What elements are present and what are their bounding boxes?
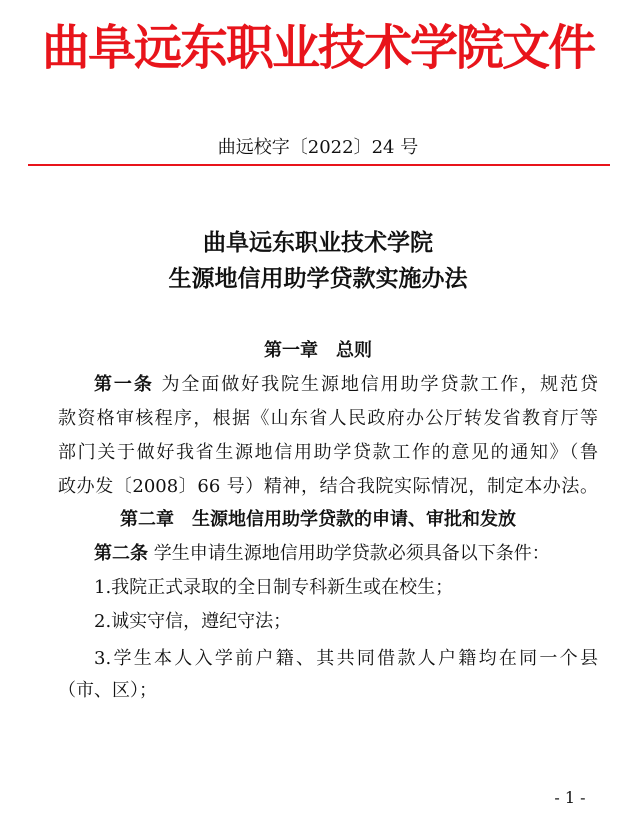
red-divider-line <box>28 164 610 166</box>
article-1-lead: 第一条 <box>94 374 154 395</box>
condition-item-3-line-1: 3.学生本人入学前户籍、其共同借款人户籍均在同一个县 <box>94 648 598 669</box>
condition-item-3-line-2: （市、区）； <box>58 680 157 701</box>
article-1-line-2: 款资格审核程序，根据《山东省人民政府办公厅转发省教育厅等 <box>58 408 598 429</box>
document-number: 曲远校字〔2022〕24 号 <box>217 137 419 158</box>
document-title-line-1: 曲阜远东职业技术学院 <box>203 230 433 256</box>
page-number: - 1 - <box>554 788 586 807</box>
issuing-org-title: 曲阜远东职业技术学院文件 <box>41 20 594 76</box>
article-1-line-3: 部门关于做好我省生源地信用助学贷款工作的意见的通知》（鲁 <box>58 442 598 463</box>
article-1-text-1: 为全面做好我院生源地信用助学贷款工作，规范贷 <box>153 374 598 395</box>
article-2-lead: 第二条 <box>94 543 148 564</box>
article-1-line-4: 政办发〔2008〕66 号）精神，结合我院实际情况，制定本办法。 <box>58 476 598 497</box>
condition-item-2: 2.诚实守信，遵纪守法； <box>94 611 292 632</box>
chapter-2-heading: 第二章 生源地信用助学贷款的申请、审批和发放 <box>120 509 516 530</box>
article-1-line-1 <box>94 370 598 400</box>
condition-item-1: 1.我院正式录取的全日制专科新生或在校生； <box>94 577 454 598</box>
chapter-1-heading: 第一章 总则 <box>264 340 372 361</box>
document-title-line-2: 生源地信用助学贷款实施办法 <box>168 266 468 292</box>
article-2-line-1 <box>94 539 598 569</box>
article-2-text-1: 学生申请生源地信用助学贷款必须具备以下条件： <box>148 543 550 564</box>
